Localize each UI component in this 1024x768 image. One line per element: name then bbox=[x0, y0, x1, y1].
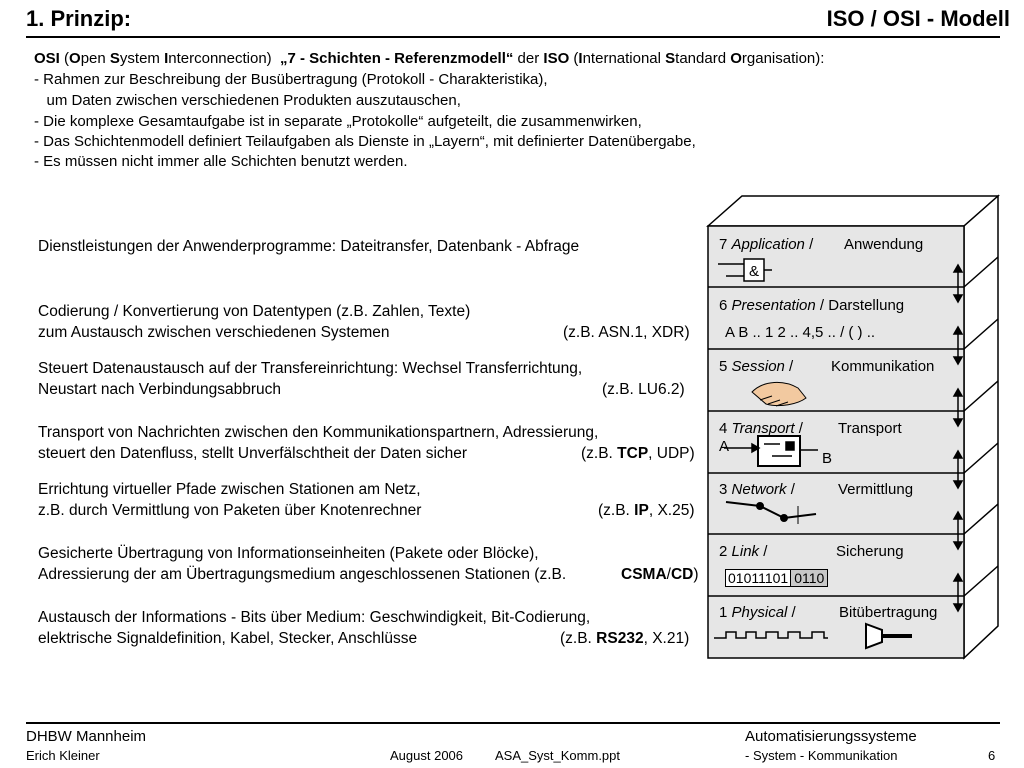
intro-line-1-segment: ystem bbox=[119, 50, 165, 67]
layer-5-title: 5 Session / bbox=[719, 358, 794, 375]
intro-line-6: - Es müssen nicht immer alle Schichten benutzt werden. bbox=[34, 153, 408, 170]
desc-layer-2-line2: Adressierung der am Übertragungsmedium angeschlossenen Stationen (z.B. bbox=[38, 566, 567, 583]
example-layer-1 bbox=[560, 630, 689, 648]
slide-title: 1. Prinzip: bbox=[26, 6, 132, 31]
layer-3-title: 3 Network / bbox=[719, 481, 795, 498]
intro-line-1-segment: nterconnection) bbox=[168, 50, 280, 67]
example-segment: CSMA bbox=[621, 566, 667, 583]
stack-side-face bbox=[964, 196, 998, 658]
footer-course: Automatisierungssysteme bbox=[745, 728, 917, 745]
example-segment: (z.B. ASN.1, XDR) bbox=[563, 324, 690, 341]
footer-filename: ASA_Syst_Komm.ppt bbox=[495, 748, 620, 763]
example-layer-3 bbox=[598, 502, 695, 520]
footer-page-number: 6 bbox=[988, 748, 996, 763]
intro-line-1-segment: S bbox=[665, 50, 676, 67]
layer-7-name-de: Anwendung bbox=[844, 236, 924, 253]
intro-line-1-segment: „7 - Schichten - Referenzmodell“ bbox=[280, 50, 514, 67]
layer-4-name-de: Transport bbox=[838, 420, 902, 437]
intro-line-1-segment: O bbox=[730, 50, 742, 67]
footer-date: August 2006 bbox=[390, 748, 464, 763]
intro-line-1-segment: pen bbox=[80, 50, 110, 67]
transport-receiver-label: B bbox=[822, 450, 833, 467]
desc-layer-7: Dienstleistungen der Anwenderprogramme: Dateitransfer, Datenbank - Abfrage bbox=[38, 238, 580, 255]
example-segment: IP bbox=[634, 502, 649, 519]
intro-line-1-segment: rganisation): bbox=[741, 50, 825, 67]
example-layer-5 bbox=[602, 381, 685, 399]
desc-layer-1-line1: Austausch der Informations - Bits über Medium: Geschwindigkeit, Bit-Codierung, bbox=[38, 609, 591, 626]
example-segment: (z.B. bbox=[560, 630, 597, 647]
intro-line-4: - Die komplexe Gesamtaufgabe ist in separate „Protokolle“ aufgeteilt, die zusammenwirken, bbox=[34, 113, 642, 130]
header-divider bbox=[26, 36, 1000, 38]
example-segment: ) bbox=[693, 566, 699, 583]
example-segment: , X.25) bbox=[648, 502, 695, 519]
and-gate-label: & bbox=[749, 263, 760, 280]
layer-4-title: 4 Transport / bbox=[719, 420, 803, 437]
intro-line-1-segment: S bbox=[109, 50, 120, 67]
intro-line-1-segment: ( bbox=[59, 50, 70, 67]
example-segment: , UDP) bbox=[648, 445, 695, 462]
intro-line-1-segment: der bbox=[513, 50, 544, 67]
layer-6-title: 6 Presentation / Darstellung bbox=[719, 297, 905, 314]
layer-7-title: 7 Application / bbox=[719, 236, 814, 253]
intro-line-1-segment: ISO bbox=[543, 50, 570, 67]
bit-frame bbox=[725, 569, 828, 587]
desc-layer-6-line1: Codierung / Konvertierung von Datentypen (z.B. Zahlen, Texte) bbox=[38, 303, 471, 320]
intro-line-5: - Das Schichtenmodell definiert Teilaufgaben als Dienste in „Layern“, mit definierter Datenübergabe, bbox=[34, 133, 696, 150]
layer-3-name-de: Vermittlung bbox=[838, 481, 914, 498]
example-segment: TCP bbox=[617, 445, 649, 462]
intro-line-1-segment: tandard bbox=[675, 50, 731, 67]
footer-divider bbox=[26, 722, 1000, 724]
transport-sender-label: A bbox=[719, 438, 730, 455]
footer-author: Erich Kleiner bbox=[26, 748, 100, 763]
desc-layer-3-line1: Errichtung virtueller Pfade zwischen Stationen am Netz, bbox=[38, 481, 421, 498]
stack-top-face bbox=[708, 196, 998, 226]
example-segment: (z.B. bbox=[598, 502, 635, 519]
bit-frame-checksum: 0110 bbox=[790, 570, 827, 586]
desc-layer-2-line1: Gesicherte Übertragung von Informationseinheiten (Pakete oder Blöcke), bbox=[38, 545, 539, 562]
layer-6-example: A B .. 1 2 .. 4,5 .. / ( ) .. bbox=[725, 324, 876, 341]
layer-2-name-de: Sicherung bbox=[836, 543, 904, 560]
intro-line-3: um Daten zwischen verschiedenen Produkten auszutauschen, bbox=[34, 92, 461, 109]
intro-line-1-segment: O bbox=[69, 50, 81, 67]
intro-line-1-segment: nternational bbox=[582, 50, 666, 67]
desc-layer-3-line2: z.B. durch Vermittlung von Paketen über Knotenrechner bbox=[38, 502, 422, 519]
footer-topic: - System - Kommunikation bbox=[745, 748, 898, 763]
layer-5-name-de: Kommunikation bbox=[831, 358, 935, 375]
layer-2-title: 2 Link / bbox=[719, 543, 768, 560]
example-segment: (z.B. bbox=[581, 445, 618, 462]
stack-front-face bbox=[708, 226, 964, 658]
intro-line-1-segment: ( bbox=[569, 50, 579, 67]
desc-layer-5-line2: Neustart nach Verbindungsabbruch bbox=[38, 381, 281, 398]
example-segment: RS232 bbox=[596, 630, 644, 647]
desc-layer-4-line1: Transport von Nachrichten zwischen den Kommunikationspartnern, Adressierung, bbox=[38, 424, 599, 441]
example-layer-4 bbox=[581, 445, 695, 463]
example-segment: CD bbox=[670, 566, 694, 583]
intro-line-1-segment: I bbox=[578, 50, 583, 67]
footer-institution: DHBW Mannheim bbox=[26, 728, 147, 745]
intro-line-1-segment: I bbox=[164, 50, 169, 67]
intro-line-1-segment: OSI bbox=[34, 50, 60, 67]
example-segment: , X.21) bbox=[643, 630, 690, 647]
layer-1-title: 1 Physical / bbox=[719, 604, 796, 621]
slide-topic: ISO / OSI - Modell bbox=[826, 6, 1010, 31]
example-segment: (z.B. LU6.2) bbox=[602, 381, 685, 398]
desc-layer-4-line2: steuert den Datenfluss, stellt Unverfälschtheit der Daten sicher bbox=[38, 445, 468, 462]
desc-layer-1-line2: elektrische Signaldefinition, Kabel, Stecker, Anschlüsse bbox=[38, 630, 418, 647]
example-layer-2 bbox=[621, 566, 699, 584]
desc-layer-6-line2: zum Austausch zwischen verschiedenen Systemen bbox=[38, 324, 390, 341]
intro-line-1 bbox=[34, 50, 824, 67]
example-segment: / bbox=[666, 566, 671, 583]
bit-frame-data: 01011101 bbox=[728, 570, 789, 586]
example-layer-6 bbox=[563, 324, 690, 342]
layer-1-name-de: Bitübertragung bbox=[839, 604, 938, 621]
intro-line-2: - Rahmen zur Beschreibung der Busübertragung (Protokoll - Charakteristika), bbox=[34, 71, 548, 88]
desc-layer-5-line1: Steuert Datenaustausch auf der Transfereinrichtung: Wechsel Transferrichtung, bbox=[38, 360, 583, 377]
